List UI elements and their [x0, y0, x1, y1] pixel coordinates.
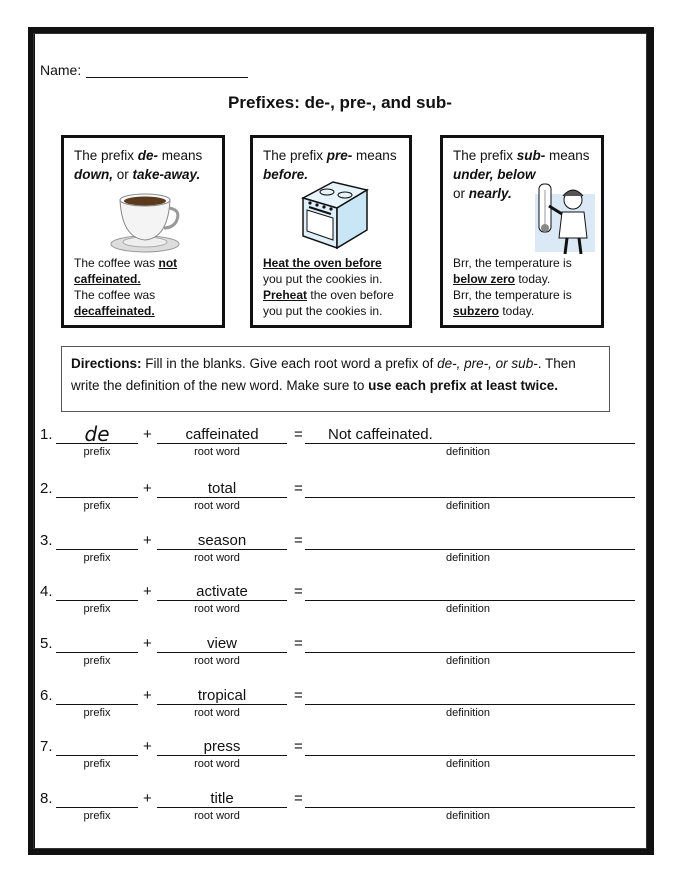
box-example-1-end: today. [515, 272, 551, 286]
page-title: Prefixes: de-, pre-, and sub- [228, 93, 452, 112]
prefix-caption: prefix [83, 552, 111, 564]
box-example-2: Brr, the temperature is [453, 288, 572, 302]
row-number: 7. [40, 738, 53, 755]
root-word: total [207, 480, 237, 497]
prefix-blank[interactable] [56, 807, 138, 808]
box-meaning-2: nearly. [468, 186, 512, 201]
plus-sign: + [143, 532, 152, 549]
box-example-2-underlined: decaffeinated. [74, 304, 155, 318]
box-example-2-underlined: subzero [453, 304, 500, 318]
prefix-blank[interactable] [56, 755, 138, 756]
definition-blank[interactable] [305, 443, 635, 444]
name-field [40, 62, 248, 78]
root-word: activate [196, 583, 248, 600]
definition-blank[interactable] [305, 497, 635, 498]
box-meaning: before. [263, 167, 309, 182]
root-word-caption: root word [194, 758, 240, 770]
root-word: caffeinated [185, 426, 259, 443]
directions-emphasis: use each prefix at least twice. [368, 378, 558, 393]
root-word-blank[interactable] [157, 652, 287, 653]
root-word: view [206, 635, 237, 652]
box-meaning: down, [74, 167, 113, 182]
box-example-2: the oven before you put the cookies in. [263, 288, 394, 318]
box-example-1-underlined: Heat the oven before [263, 256, 382, 270]
definition-caption: definition [445, 758, 491, 770]
row-number: 1. [40, 426, 53, 443]
equals-sign: = [294, 790, 303, 807]
cold-man-thermometer-icon [529, 178, 599, 256]
definition-caption: definition [445, 603, 491, 615]
equals-sign: = [294, 635, 303, 652]
root-word-caption: root word [194, 446, 240, 458]
row-number: 8. [40, 790, 53, 807]
box-or: or [113, 167, 133, 182]
box-example-1: The coffee was [74, 256, 159, 270]
plus-sign: + [143, 687, 152, 704]
root-word-blank[interactable] [157, 807, 287, 808]
root-word-blank[interactable] [157, 704, 287, 705]
directions-label: Directions: [71, 356, 142, 371]
box-prefix: sub- [516, 148, 546, 163]
exercise-row [0, 635, 680, 675]
row-number: 2. [40, 480, 53, 497]
root-word-caption: root word [194, 655, 240, 667]
definition-caption: definition [445, 446, 491, 458]
prefix-caption: prefix [83, 655, 111, 667]
prefix-answer: de [84, 422, 110, 446]
prefix-caption: prefix [83, 707, 111, 719]
equals-sign: = [294, 426, 303, 443]
definition-blank[interactable] [305, 600, 635, 601]
root-word: title [210, 790, 234, 807]
box-example-1: you put the cookies in. [263, 272, 383, 286]
definition-blank[interactable] [305, 755, 635, 756]
exercise-row [0, 532, 680, 572]
plus-sign: + [143, 738, 152, 755]
root-word-blank[interactable] [157, 443, 287, 444]
definition-blank[interactable] [305, 652, 635, 653]
exercise-row [0, 422, 680, 466]
exercise-row [0, 687, 680, 727]
directions-prefixes: de-, pre-, or sub- [437, 356, 538, 371]
equals-sign: = [294, 480, 303, 497]
coffee-cup-icon [108, 190, 182, 254]
name-blank[interactable] [86, 63, 248, 78]
equals-sign: = [294, 738, 303, 755]
root-word-blank[interactable] [157, 549, 287, 550]
root-word-blank[interactable] [157, 755, 287, 756]
definition-blank[interactable] [305, 549, 635, 550]
root-word-blank[interactable] [157, 497, 287, 498]
box-example-2-end: today. [499, 304, 535, 318]
root-word-blank[interactable] [157, 600, 287, 601]
exercise-row [0, 790, 680, 830]
prefix-blank[interactable] [56, 497, 138, 498]
definition-answer: Not caffeinated. [328, 426, 433, 443]
directions-text-2: . Then write the definition of the new word. Make sure to [71, 356, 576, 393]
directions-text: Fill in the blanks. Give each root word a prefix of [141, 356, 438, 371]
definition-blank[interactable] [305, 704, 635, 705]
definition-caption: definition [445, 500, 491, 512]
root-word-caption: root word [194, 552, 240, 564]
row-number: 6. [40, 687, 53, 704]
prefix-blank[interactable] [56, 600, 138, 601]
box-or: or [453, 186, 469, 201]
prefix-caption: prefix [83, 500, 111, 512]
root-word-caption: root word [194, 603, 240, 615]
oven-icon [297, 178, 371, 250]
box-intro: The prefix [263, 148, 327, 163]
box-example-1-underlined: not caffeinated. [74, 256, 178, 286]
prefix-box-pre [250, 135, 412, 328]
definition-caption: definition [445, 810, 491, 822]
prefix-caption: prefix [83, 758, 111, 770]
definition-caption: definition [445, 707, 491, 719]
row-number: 5. [40, 635, 53, 652]
prefix-caption: prefix [83, 603, 111, 615]
plus-sign: + [143, 790, 152, 807]
equals-sign: = [294, 687, 303, 704]
box-example-2-underlined: Preheat [263, 288, 308, 302]
prefix-blank[interactable] [56, 549, 138, 550]
equals-sign: = [294, 583, 303, 600]
prefix-caption: prefix [83, 446, 111, 458]
plus-sign: + [143, 426, 152, 443]
exercise-row [0, 738, 680, 778]
box-means: means [352, 148, 397, 163]
box-meaning-2: take-away. [132, 167, 201, 182]
name-label: Name: [40, 62, 82, 78]
row-number: 3. [40, 532, 53, 549]
prefix-caption: prefix [83, 810, 111, 822]
equals-sign: = [294, 532, 303, 549]
prefix-blank[interactable] [56, 704, 138, 705]
root-word-caption: root word [194, 707, 240, 719]
exercise-row [0, 583, 680, 623]
definition-caption: definition [445, 552, 491, 564]
plus-sign: + [143, 583, 152, 600]
directions-box [61, 346, 610, 412]
root-word: press [203, 738, 241, 755]
row-number: 4. [40, 583, 53, 600]
definition-blank[interactable] [305, 807, 635, 808]
plus-sign: + [143, 635, 152, 652]
root-word: season [197, 532, 247, 549]
box-intro: The prefix [74, 148, 138, 163]
box-means: means [545, 148, 590, 163]
box-prefix: pre- [326, 148, 353, 163]
root-word-caption: root word [194, 500, 240, 512]
box-example-1-underlined: below zero [453, 272, 516, 286]
root-word: tropical [197, 687, 247, 704]
box-intro: The prefix [453, 148, 517, 163]
box-meaning: under, below [453, 167, 536, 182]
prefix-box-de [61, 135, 225, 328]
prefix-blank[interactable] [56, 652, 138, 653]
box-example-2: The coffee was [74, 288, 156, 302]
box-prefix: de- [137, 148, 159, 163]
root-word-caption: root word [194, 810, 240, 822]
box-means: means [158, 148, 203, 163]
plus-sign: + [143, 480, 152, 497]
prefix-box-sub [440, 135, 604, 328]
exercise-row [0, 480, 680, 520]
box-example-1: Brr, the temperature is [453, 256, 572, 270]
definition-caption: definition [445, 655, 491, 667]
